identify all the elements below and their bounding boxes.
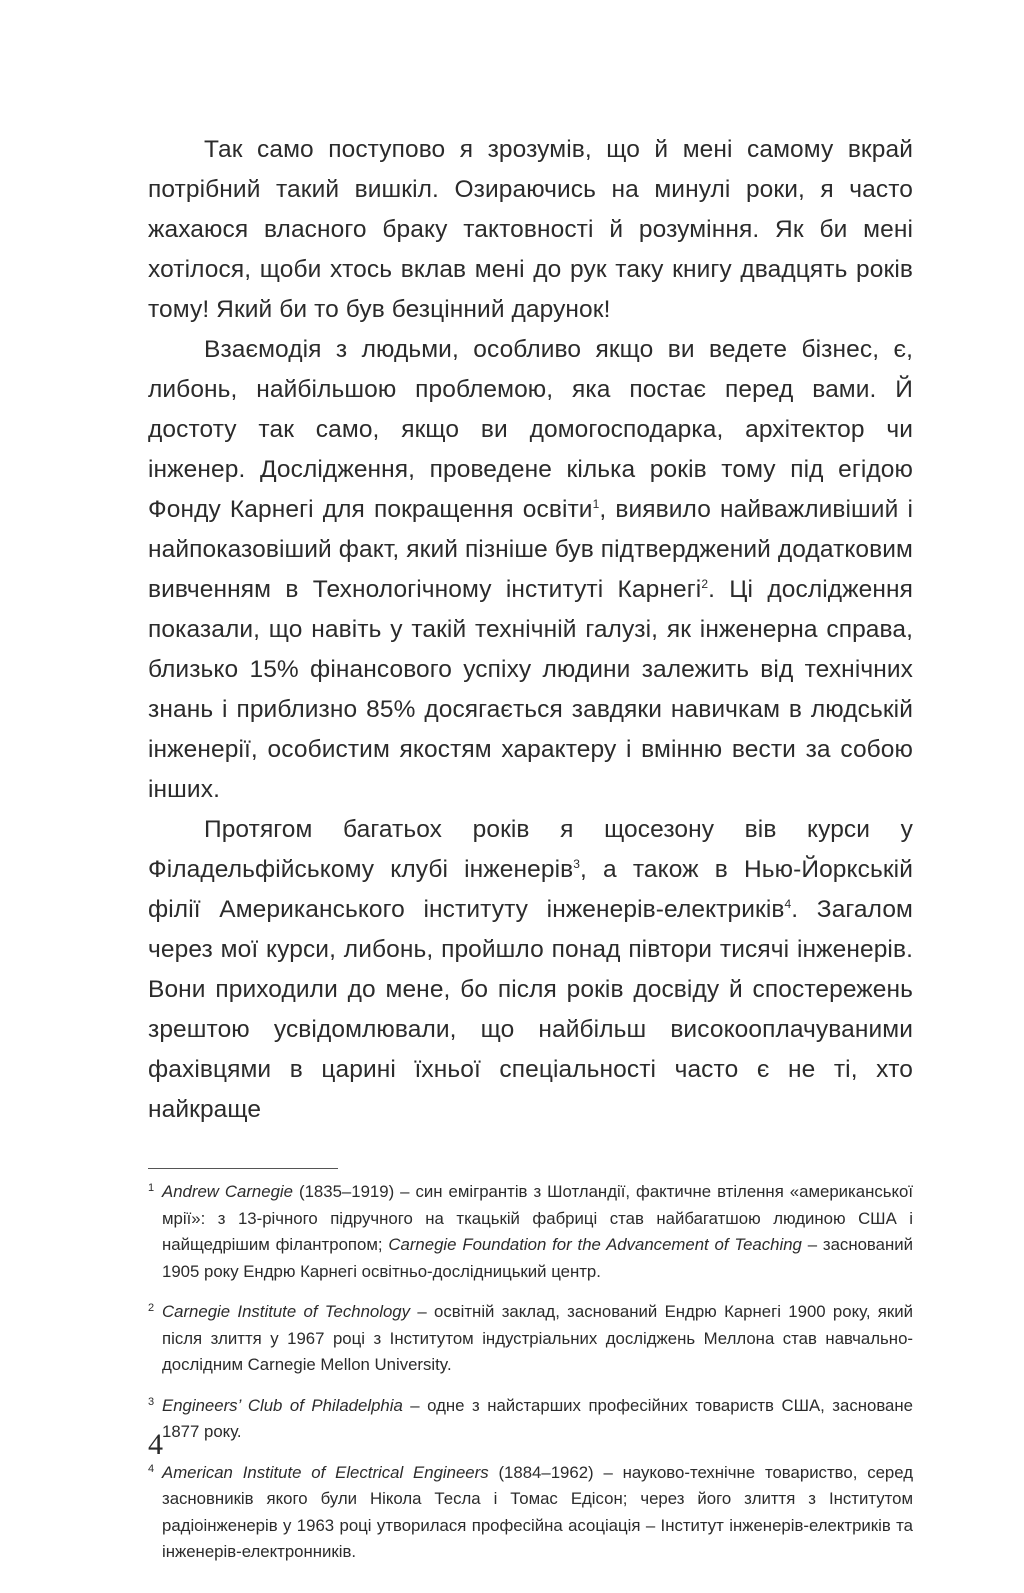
footnote-4 — [148, 1460, 913, 1566]
footnote-1-text-2: – заснований 1905 року Ендрю Карнегі освітньо-дослідницький центр. — [162, 1235, 913, 1281]
footnote-2-number: 2 — [148, 1302, 155, 1314]
body-text — [148, 130, 913, 1130]
page-number: 4 — [148, 1428, 163, 1461]
footnote-1-text: (1835–1919) – син емігрантів з Шотландії, фактичне втілення «американської мрії»: з 13-річного підручного на ткацькій фабриці став найбагатшою людиною США і найщедрішим філантропом; — [162, 1182, 913, 1254]
footnote-ref-2[interactable]: 2 — [701, 576, 709, 591]
footnotes — [148, 1179, 913, 1566]
paragraph-2-part-2: , виявило найважливіший і найпоказовіший факт, який пізніше був підтверджений додатковим вивченням в Технологічному інституті Карнегі — [148, 496, 913, 603]
paragraph-3 — [148, 810, 913, 1130]
footnote-ref-1[interactable]: 1 — [592, 496, 600, 511]
paragraph-2 — [148, 330, 913, 810]
paragraph-2-part-3: . Ці дослідження показали, що навіть у такій технічній галузі, як інженерна справа, близько 15% фінансового успіху людини залежить від технічних знань і приблизно 85% досягається завдяки навичкам в людській інженерії, особистим якостям характеру і вмінню вести за собою інших. — [148, 576, 913, 803]
paragraph-2-part-1: Взаємодія з людьми, особливо якщо ви ведете бізнес, є, либонь, найбільшою проблемою, яка постає перед вами. Й достоту так само, якщо ви домогосподарка, архітектор чи інженер. Дослідження, проведене кілька років тому під егідою Фонду Карнегі для покращення освіти — [148, 336, 913, 523]
paragraph-1 — [148, 130, 913, 330]
footnote-3 — [148, 1393, 913, 1446]
footnote-ref-3[interactable]: 3 — [573, 856, 581, 871]
footnote-3-title: Engineers’ Club of Philadelphia — [162, 1395, 403, 1415]
footnote-1 — [148, 1179, 913, 1285]
footnote-1-title-2: Carnegie Foundation for the Advancement of Teaching — [388, 1235, 802, 1254]
footnote-3-text: – одне з найстарших професійних товариств США, засноване 1877 року. — [162, 1395, 913, 1441]
footnote-4-number: 4 — [148, 1462, 155, 1475]
footnote-1-number: 1 — [148, 1182, 155, 1194]
footnote-1-title: Andrew Carnegie — [162, 1182, 293, 1201]
footnote-2 — [148, 1299, 913, 1379]
paragraph-3-part-2: , а також в Нью-Йоркській філії Американського інституту інженерів-електриків — [148, 856, 913, 923]
footnote-divider — [148, 1168, 338, 1169]
footnote-ref-4[interactable]: 4 — [784, 896, 792, 911]
footnote-2-text: – освітній заклад, заснований Ендрю Карнегі 1900 року, який після злиття у 1967 році з Інститутом індустріальних досліджень Меллона став навчально-дослідним Carnegie Mellon University. — [162, 1302, 913, 1374]
book-page — [148, 130, 913, 1580]
footnote-2-title: Carnegie Institute of Technology — [162, 1302, 411, 1321]
footnote-3-number: 3 — [148, 1395, 155, 1408]
paragraph-3-part-3: . Загалом через мої курси, либонь, пройшло понад півтори тисячі інженерів. Вони приходили до мене, бо після років досвіду й спостережень зрештою усвідомлювали, що найбільш високооплачуваними фахівцями в царині їхньої спеціальності часто є не ті, хто найкраще — [148, 896, 913, 1123]
paragraph-3-part-1: Протягом багатьох років я щосезону вів курси у Філадельфійському клубі інженерів — [148, 816, 913, 883]
footnote-4-title: American Institute of Electrical Engineers — [162, 1462, 489, 1482]
footnote-4-text: (1884–1962) – науково-технічне товариство, серед засновників якого були Нікола Тесла і Томас Едісон; через його злиття з Інститутом радіоінженерів у 1963 році утворилася професійна асоціація – Інститут інженерів-електриків та інженерів-електронників. — [162, 1462, 914, 1561]
paragraph-1-text: Так само поступово я зрозумів, що й мені самому вкрай потрібний такий вишкіл. Озираючись на минулі роки, я часто жахаюся власного браку тактовності й розуміння. Як би мені хотілося, щоби хтось вклав мені до рук таку книгу двадцять років тому! Який би то був безцінний дарунок! — [148, 136, 913, 323]
